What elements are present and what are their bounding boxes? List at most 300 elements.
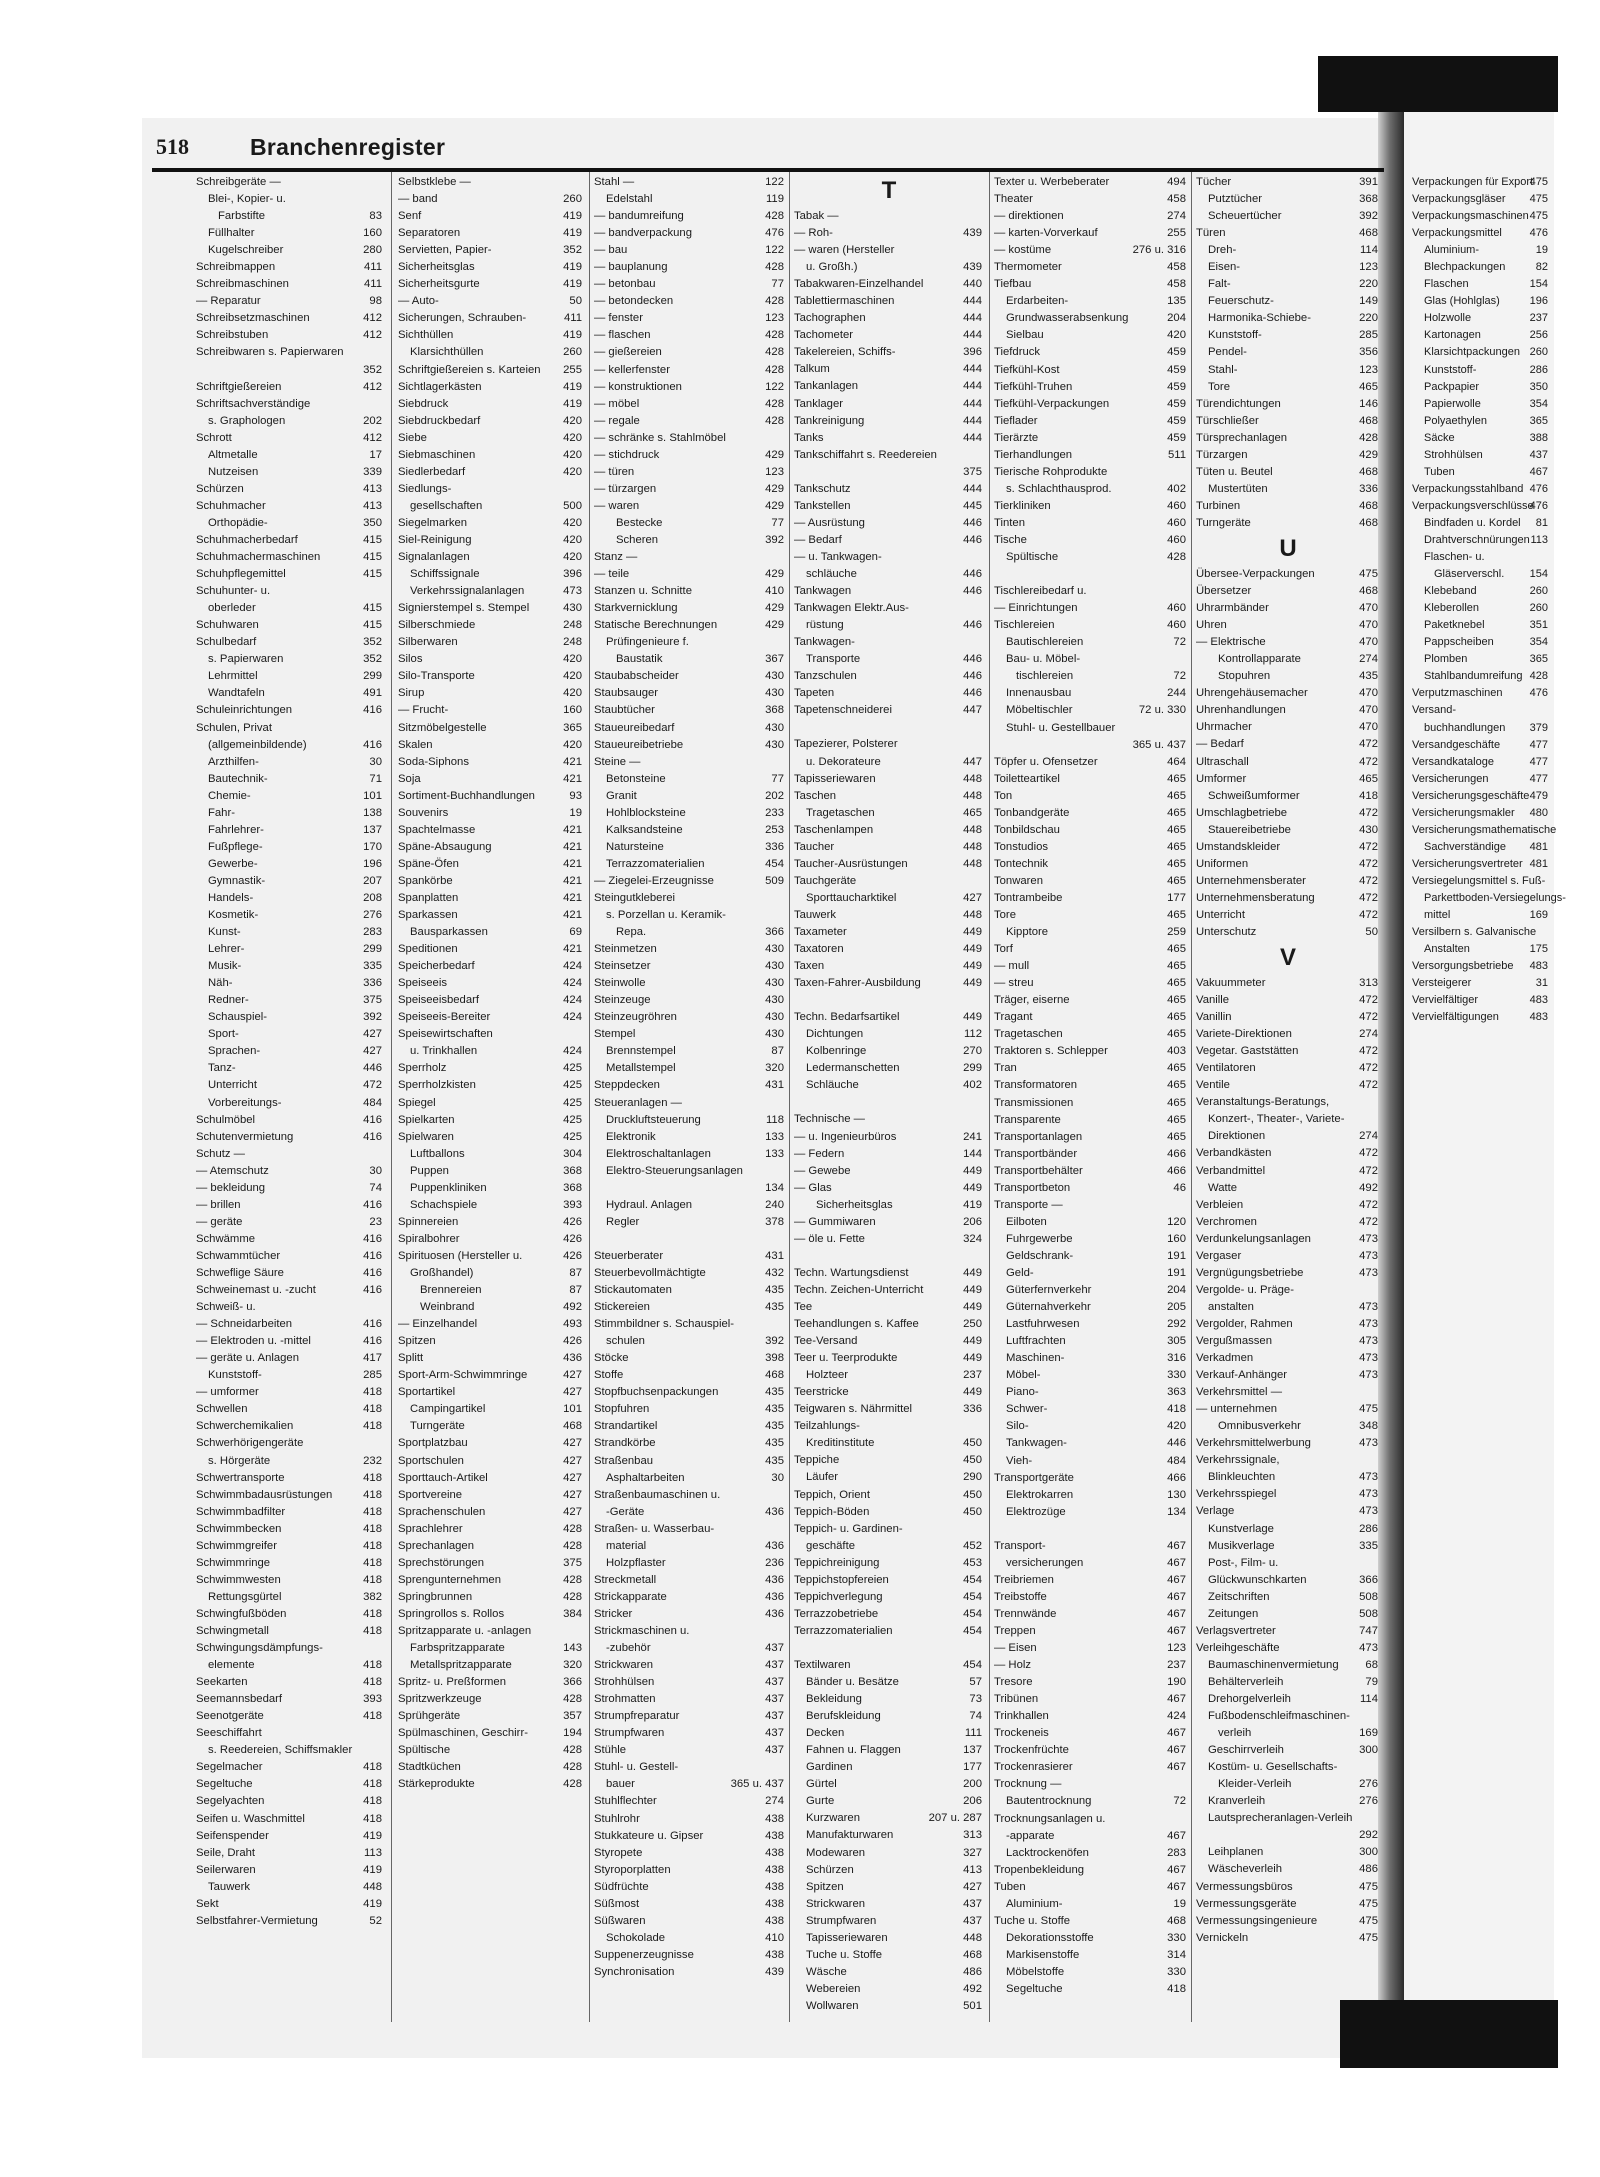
entry-page-ref: 391: [1359, 176, 1378, 188]
entry-page-ref: 204: [1167, 1284, 1186, 1297]
index-entry: [594, 720, 786, 737]
entry-page-ref: 335: [1359, 1539, 1378, 1552]
index-entry: [1196, 1555, 1380, 1572]
index-entry: [196, 1265, 384, 1282]
index-entry: [594, 1129, 786, 1146]
index-entry: [1196, 1214, 1380, 1231]
entry-page-ref: 430: [765, 994, 784, 1007]
index-entry: [1196, 1197, 1380, 1214]
entry-term: Markisenstoffe: [1006, 1948, 1080, 1961]
entry-page-ref: 418: [363, 1710, 382, 1723]
index-entry: [398, 242, 584, 259]
entry-term: Schwimmwesten: [196, 1573, 281, 1586]
entry-term: Teppich- u. Gardinen-: [794, 1522, 903, 1535]
entry-term: Schwimmringe: [196, 1556, 271, 1569]
entry-term: Schwefligе Säure: [196, 1267, 284, 1279]
index-entry: [196, 1504, 384, 1521]
entry-page-ref: 465: [1167, 806, 1186, 819]
entry-page-ref: 468: [1359, 499, 1378, 512]
entry-term: Stuhlflechter: [594, 1795, 657, 1808]
index-entry: [398, 651, 584, 668]
index-entry: [1196, 174, 1380, 191]
entry-page-ref: 393: [563, 1198, 582, 1211]
entry-term: Übersetzer: [1196, 585, 1252, 598]
index-entry: [594, 583, 786, 600]
index-entry: [1196, 992, 1380, 1009]
index-entry: [994, 1316, 1188, 1333]
index-entry: [1412, 242, 1550, 259]
index-entry: [1196, 1163, 1380, 1180]
entry-term: Modewaren: [806, 1846, 866, 1859]
entry-page-ref: 473: [1359, 1317, 1378, 1330]
entry-term: Sprechanlagen: [398, 1539, 475, 1552]
entry-term: Stukkateure u. Gipser: [594, 1829, 704, 1842]
entry-page-ref: 476: [1529, 499, 1548, 512]
entry-page-ref: 473: [1359, 1300, 1378, 1313]
index-entry: [594, 975, 786, 992]
entry-term: Tee-Versand: [794, 1335, 858, 1348]
section-letter-label: T: [881, 177, 897, 204]
page-spine: [1378, 95, 1404, 2065]
entry-page-ref: 472: [1359, 1164, 1378, 1177]
entry-term: s. Porzellan u. Keramik-: [606, 909, 726, 922]
entry-term: Trockeneis: [994, 1727, 1049, 1740]
index-entry: [1196, 1759, 1380, 1776]
entry-term: — möbel: [594, 397, 640, 410]
index-entry: [594, 1589, 786, 1606]
index-entry: [994, 685, 1188, 702]
entry-page-ref: 430: [765, 721, 784, 734]
index-entry: [398, 1367, 584, 1384]
entry-term: Soda-Siphons: [398, 755, 469, 768]
entry-page-ref: 72: [1173, 670, 1186, 683]
index-entry: [994, 907, 1188, 924]
entry-page-ref: 467: [1167, 1727, 1186, 1740]
entry-page-ref: 438: [765, 1812, 784, 1825]
index-entry: [794, 515, 984, 532]
entry-page-ref: 50: [569, 295, 582, 308]
index-entry: [196, 1555, 384, 1572]
entry-term: Schwertransporte: [196, 1471, 285, 1484]
index-entry: [1196, 1435, 1380, 1452]
index-entry: [196, 856, 384, 873]
index-entry: [994, 1401, 1188, 1418]
index-entry: [594, 430, 786, 447]
entry-term: Tachometer: [794, 329, 854, 342]
entry-term: Verlagsvertreter: [1196, 1624, 1276, 1637]
entry-term: Sport-: [208, 1028, 239, 1041]
index-entry: [594, 839, 786, 856]
index-entry: [994, 1742, 1188, 1759]
entry-term: Fahr-: [208, 806, 235, 819]
entry-page-ref: 475: [1529, 210, 1548, 223]
index-entry: [398, 1299, 584, 1316]
index-entry: [794, 617, 984, 634]
index-entry: [1196, 1248, 1380, 1265]
index-entry: [794, 361, 984, 378]
entry-page-ref: 396: [563, 568, 582, 581]
entry-page-ref: 427: [363, 1028, 382, 1041]
entry-term: Tiefbau: [994, 278, 1032, 291]
entry-page-ref: 415: [363, 619, 382, 632]
entry-page-ref: 427: [563, 1505, 582, 1518]
entry-page-ref: 330: [1167, 1931, 1186, 1944]
entry-page-ref: 468: [1359, 585, 1378, 598]
entry-term: Tieflader: [994, 414, 1038, 427]
entry-page-ref: 202: [765, 789, 784, 802]
entry-term: Spritzapparate u. -anlagen: [398, 1624, 532, 1637]
entry-term: Klarsichtpackungen: [1424, 346, 1521, 359]
index-entry: [594, 1930, 786, 1947]
entry-term: Streckmetall: [594, 1573, 657, 1586]
index-entry: [794, 1555, 984, 1572]
entry-term: Schreibsetzmaschinen: [196, 312, 310, 325]
index-entry: [594, 651, 786, 668]
entry-term: Transportbänder: [994, 1147, 1078, 1160]
entry-page-ref: 286: [1529, 363, 1548, 376]
index-entry: [398, 1418, 584, 1435]
index-entry: [398, 617, 584, 634]
entry-page-ref: 472: [1359, 738, 1378, 751]
index-entry: [794, 719, 984, 736]
entry-page-ref: 429: [765, 482, 784, 495]
entry-term: Tierhandlungen: [994, 448, 1073, 461]
index-entry: [196, 1811, 384, 1828]
entry-page-ref: 446: [963, 585, 982, 598]
index-entry: [1412, 720, 1550, 737]
index-entry: [594, 890, 786, 907]
index-entry: [1196, 1810, 1380, 1827]
entry-page-ref: 169: [1359, 1727, 1378, 1740]
index-entry: [1196, 1299, 1380, 1316]
entry-term: Kontrollapparate: [1218, 653, 1301, 666]
entry-term: Vergnügungsbetriebe: [1196, 1266, 1304, 1279]
entry-term: Flaschen: [1424, 278, 1469, 291]
index-entry: [196, 1197, 384, 1214]
entry-term: Mustertüten: [1208, 482, 1268, 495]
entry-page-ref: 123: [1359, 363, 1378, 376]
entry-page-ref: 430: [765, 738, 784, 751]
entry-page-ref: 472: [1359, 1147, 1378, 1160]
entry-page-ref: 123: [1359, 261, 1378, 274]
entry-page-ref: 494: [1167, 176, 1186, 188]
entry-term: schläuche: [806, 567, 857, 580]
index-entry: [1412, 668, 1550, 685]
entry-page-ref: 429: [765, 602, 784, 615]
entry-term: Vieh-: [1006, 1454, 1033, 1467]
entry-term: Sprachen-: [208, 1045, 261, 1058]
entry-term: Treppen: [994, 1624, 1036, 1637]
index-entry: [994, 1879, 1188, 1896]
entry-term: u. Trinkhallen: [410, 1045, 478, 1058]
entry-page-ref: 437: [765, 1642, 784, 1655]
index-entry: [1412, 617, 1550, 634]
entry-term: Statische Berechnungen: [594, 619, 718, 632]
entry-page-ref: 470: [1359, 704, 1378, 717]
entry-page-ref: 446: [963, 653, 982, 666]
entry-term: — betondecken: [594, 295, 674, 308]
index-entry: [794, 1367, 984, 1384]
index-entry: [196, 379, 384, 396]
index-entry: [196, 839, 384, 856]
entry-term: — waren (Hersteller: [794, 244, 895, 257]
entry-page-ref: 415: [363, 551, 382, 564]
index-entry: [398, 481, 584, 498]
entry-page-ref: 747: [1359, 1624, 1378, 1637]
entry-page-ref: 465: [1359, 772, 1378, 785]
index-entry: [398, 1555, 584, 1572]
index-entry: [1196, 1623, 1380, 1640]
entry-term: Vanille: [1196, 994, 1230, 1007]
entry-page-ref: 465: [1167, 994, 1186, 1007]
index-entry: [994, 515, 1188, 532]
index-entry: [594, 481, 786, 498]
entry-page-ref: 378: [765, 1215, 784, 1228]
entry-page-ref: 421: [563, 891, 582, 904]
entry-page-ref: 237: [963, 1369, 982, 1382]
entry-term: Staueureibetriebe: [594, 738, 684, 751]
index-entry: [994, 1453, 1188, 1470]
index-entry: [594, 1623, 786, 1640]
entry-term: Weinbrand: [420, 1301, 475, 1314]
index-entry: [994, 276, 1188, 293]
entry-page-ref: 473: [1359, 1249, 1378, 1262]
index-entry: [994, 634, 1188, 651]
entry-term: Siebdruckbedarf: [398, 414, 481, 427]
entry-term: Paketknebel: [1424, 619, 1485, 632]
entry-term: Schreibgeräte —: [196, 176, 281, 188]
entry-page-ref: 473: [563, 585, 582, 598]
index-entry: [1412, 924, 1550, 941]
entry-page-ref: 460: [1167, 516, 1186, 529]
entry-page-ref: 473: [1359, 1471, 1378, 1484]
entry-page-ref: 446: [963, 516, 982, 529]
index-entry: [594, 1708, 786, 1725]
index-entry: [794, 1606, 984, 1623]
index-entry: [794, 378, 984, 395]
entry-page-ref: 382: [363, 1590, 382, 1603]
entry-term: Güterfernverkehr: [1006, 1284, 1092, 1297]
entry-term: Fußbodenschleifmaschinen-: [1208, 1710, 1350, 1723]
entry-term: Wandtafeln: [208, 687, 265, 700]
entry-term: Türsprechanlagen: [1196, 431, 1288, 444]
entry-term: Sicherheitsglas: [816, 1198, 893, 1211]
entry-page-ref: 449: [963, 1386, 982, 1399]
entry-term: Erdarbeiten-: [1006, 295, 1069, 308]
entry-term: — öle u. Fette: [794, 1232, 865, 1245]
entry-term: Technische —: [794, 1113, 865, 1126]
entry-page-ref: 253: [765, 823, 784, 836]
entry-term: Vermessungsgeräte: [1196, 1897, 1297, 1910]
entry-term: Turngeräte: [410, 1420, 465, 1433]
entry-page-ref: 259: [1167, 926, 1186, 939]
index-entry: [1196, 839, 1380, 856]
index-entry: [1196, 1930, 1380, 1947]
entry-page-ref: 206: [963, 1795, 982, 1808]
entry-page-ref: 112: [963, 1028, 982, 1041]
entry-page-ref: 420: [563, 465, 582, 478]
index-entry: [1412, 413, 1550, 430]
index-entry: [196, 1538, 384, 1555]
index-entry: [594, 1742, 786, 1759]
entry-term: Transporte: [806, 653, 861, 666]
entry-page-ref: 467: [1167, 1556, 1186, 1569]
entry-term: Schwimmbecken: [196, 1522, 282, 1535]
index-entry: [1196, 1231, 1380, 1248]
entry-page-ref: 299: [363, 670, 382, 683]
entry-term: Sportartikel: [398, 1386, 456, 1399]
entry-page-ref: 113: [1530, 533, 1548, 546]
index-entry: [994, 805, 1188, 822]
entry-page-ref: 428: [765, 346, 784, 359]
entry-term: — Bedarf: [794, 533, 842, 546]
index-entry: [994, 1521, 1188, 1538]
index-entry: [196, 481, 384, 498]
index-entry: [1196, 1350, 1380, 1367]
scan-tab-bottom: [1340, 2000, 1558, 2068]
entry-page-ref: 424: [563, 1045, 582, 1058]
entry-page-ref: 483: [1529, 1011, 1548, 1024]
entry-page-ref: 437: [963, 1914, 982, 1927]
entry-page-ref: 283: [1167, 1846, 1186, 1859]
index-entry: [994, 924, 1188, 941]
entry-term: Schauspiel-: [208, 1011, 268, 1024]
entry-term: schulen: [606, 1335, 645, 1348]
entry-term: — u. Ingenieurbüros: [794, 1130, 897, 1143]
entry-term: — türen: [594, 465, 635, 478]
index-entry: [398, 1146, 584, 1163]
entry-page-ref: 492: [1359, 1181, 1378, 1194]
entry-page-ref: 324: [963, 1232, 982, 1245]
entry-term: Tankwagen-: [1006, 1437, 1067, 1450]
entry-page-ref: 427: [563, 1488, 582, 1501]
entry-term: Umstandskleider: [1196, 840, 1281, 853]
entry-page-ref: 392: [765, 1335, 784, 1348]
index-entry: [994, 1282, 1188, 1299]
index-entry: [594, 1725, 786, 1742]
entry-page-ref: 444: [963, 414, 982, 427]
entry-page-ref: 480: [1529, 806, 1548, 819]
entry-term: Blei-, Kopier- u.: [208, 193, 286, 206]
entry-page-ref: 336: [363, 977, 382, 990]
entry-term: Synchronisation: [594, 1965, 675, 1978]
entry-term: Stahl —: [594, 176, 635, 188]
index-entry: [1196, 1589, 1380, 1606]
index-entry: [994, 174, 1188, 191]
entry-term: — kellerfenster: [594, 363, 670, 376]
entry-page-ref: 71: [369, 772, 382, 785]
index-entry: [794, 1469, 984, 1486]
index-entry: [398, 1657, 584, 1674]
index-entry: [196, 1708, 384, 1725]
entry-term: Holzwolle: [1424, 312, 1472, 325]
index-entry: [794, 310, 984, 327]
entry-term: Luftballons: [410, 1147, 465, 1160]
entry-term: Seifenspender: [196, 1829, 269, 1842]
index-entry: [1412, 737, 1550, 754]
entry-page-ref: 416: [363, 1232, 382, 1245]
entry-term: Bautentrocknung: [1006, 1795, 1092, 1808]
entry-term: Pappscheiben: [1424, 636, 1494, 649]
entry-term: Chemie-: [208, 789, 251, 802]
entry-term: Bindfaden u. Kordel: [1424, 516, 1521, 529]
index-entry: [994, 1248, 1188, 1265]
entry-page-ref: 393: [363, 1693, 382, 1706]
index-entry: [794, 1077, 984, 1094]
entry-term: Selbstfahrer-Vermietung: [196, 1914, 318, 1927]
entry-page-ref: 113: [363, 1846, 382, 1859]
entry-page-ref: 484: [1167, 1454, 1186, 1467]
entry-term: Segeltuche: [1006, 1982, 1063, 1995]
index-entry: [794, 702, 984, 719]
entry-term: Treibstoffe: [994, 1590, 1047, 1603]
index-entry: [794, 1862, 984, 1879]
entry-term: Tankwagen Elektr.Aus-: [794, 602, 909, 615]
entry-page-ref: 419: [563, 329, 582, 342]
entry-term: Stanz —: [594, 551, 638, 564]
entry-page-ref: 425: [563, 1062, 582, 1075]
entry-term: Siegelmarken: [398, 516, 468, 529]
entry-term: — schränke s. Stahlmöbel: [594, 431, 726, 444]
entry-term: Falt-: [1208, 278, 1231, 291]
index-entry: [196, 1453, 384, 1470]
index-entry: [196, 1129, 384, 1146]
index-entry: [794, 1742, 984, 1759]
index-entry: [398, 788, 584, 805]
entry-page-ref: 458: [1167, 193, 1186, 206]
index-entry: [196, 1759, 384, 1776]
index-entry: [196, 413, 384, 430]
entry-term: Techn. Bedarfsartikel: [794, 1011, 900, 1024]
entry-page-ref: 428: [1359, 431, 1378, 444]
entry-term: Kleberollen: [1424, 602, 1480, 615]
index-entry: [1196, 1708, 1380, 1725]
entry-page-ref: 236: [765, 1556, 784, 1569]
entry-page-ref: 436: [765, 1505, 784, 1518]
entry-page-ref: 430: [765, 670, 784, 683]
index-entry: [594, 1691, 786, 1708]
index-entry: [398, 1674, 584, 1691]
entry-page-ref: 476: [1529, 687, 1548, 700]
index-entry: [398, 958, 584, 975]
entry-page-ref: 418: [363, 1778, 382, 1791]
entry-page-ref: 449: [963, 925, 982, 938]
index-entry: [594, 1418, 786, 1435]
entry-page-ref: 429: [765, 499, 784, 512]
entry-page-ref: 146: [1359, 397, 1378, 410]
entry-page-ref: 448: [363, 1880, 382, 1893]
index-entry: [1412, 1009, 1550, 1026]
entry-term: Brennstempel: [606, 1045, 676, 1058]
entry-term: Transportgeräte: [994, 1471, 1074, 1484]
entry-term: — bandverpackung: [594, 227, 692, 240]
entry-page-ref: 481: [1529, 857, 1548, 870]
entry-page-ref: 435: [765, 1403, 784, 1416]
entry-page-ref: 352: [363, 653, 382, 666]
entry-term: Möbeltischler: [1006, 704, 1073, 717]
entry-term: Steueranlagen —: [594, 1096, 682, 1109]
entry-page-ref: 276: [363, 909, 382, 922]
index-column-1: [196, 174, 384, 2004]
index-entry: [794, 1623, 984, 1640]
entry-page-ref: 418: [363, 1522, 382, 1535]
entry-page-ref: 154: [1529, 278, 1548, 291]
index-entry: [794, 1094, 984, 1111]
index-entry: [196, 208, 384, 225]
entry-term: Treibriemen: [994, 1573, 1054, 1586]
entry-term: Wollwaren: [806, 1999, 859, 2012]
entry-page-ref: 424: [563, 994, 582, 1007]
